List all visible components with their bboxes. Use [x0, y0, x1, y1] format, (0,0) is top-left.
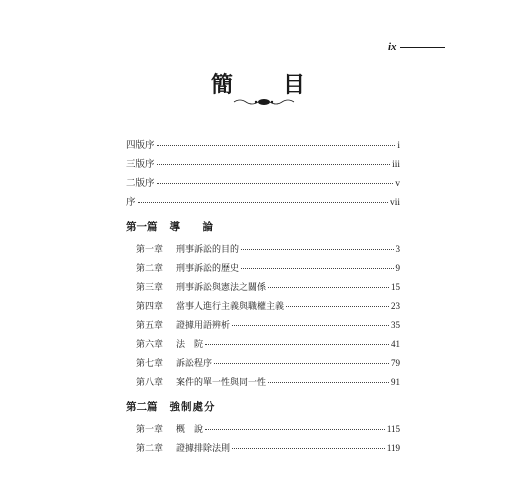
part-heading[interactable] — [126, 219, 219, 234]
toc-entry-chapter[interactable] — [136, 300, 400, 312]
toc-entry-page: 35 — [391, 320, 400, 330]
toc-entry-label: 二版序 — [126, 179, 155, 189]
toc-entry-chapter[interactable] — [136, 357, 400, 369]
chapter-number: 第七章 — [136, 359, 164, 369]
chapter-title: 當事人進行主義與職權主義 — [176, 302, 285, 312]
chapter-number: 第四章 — [136, 302, 164, 312]
toc-entry-page: 23 — [391, 301, 400, 311]
toc-entry-page: 115 — [386, 424, 400, 434]
part-heading[interactable] — [126, 399, 216, 414]
toc-entry-label: 序 — [126, 198, 136, 208]
dot-leader — [241, 268, 393, 269]
toc-entry-page: 9 — [395, 263, 400, 273]
dot-leader — [241, 249, 393, 250]
dot-leader — [268, 382, 389, 383]
toc-entry-page: 3 — [395, 244, 400, 254]
dot-leader — [205, 344, 389, 345]
toc-entry-page: vii — [389, 198, 400, 208]
chapter-title: 訴訟程序 — [176, 359, 213, 369]
toc-entry-chapter[interactable] — [136, 338, 400, 350]
part-number: 第一篇 — [126, 221, 158, 233]
chapter-number: 第一章 — [136, 245, 164, 255]
toc-entry-page: 15 — [391, 282, 400, 292]
dot-leader — [157, 183, 394, 184]
chapter-title: 刑事訴訟的目的 — [176, 245, 240, 255]
toc-entry-label: 三版序 — [126, 160, 155, 170]
chapter-title: 證據用語辨析 — [176, 321, 231, 331]
toc-entry-page: 119 — [386, 443, 400, 453]
chapter-number: 第二章 — [136, 264, 164, 274]
dot-leader — [214, 363, 389, 364]
dot-leader — [205, 429, 385, 430]
page-number: ix — [388, 41, 397, 53]
chapter-title: 刑事訴訟與憲法之關係 — [176, 283, 267, 293]
dot-leader — [157, 145, 396, 146]
toc-entry-front[interactable] — [126, 197, 400, 209]
toc-entry-page: i — [397, 141, 400, 151]
chapter-title: 刑事訴訟的歷史 — [176, 264, 240, 274]
dot-leader — [138, 202, 388, 203]
toc-entry-label: 四版序 — [126, 141, 155, 151]
chapter-title: 法 院 — [176, 340, 204, 350]
dot-leader — [232, 448, 385, 449]
part-number: 第二篇 — [126, 401, 158, 413]
page-number-rule — [400, 47, 445, 48]
title-ornament — [232, 97, 296, 107]
chapter-number: 第一章 — [136, 425, 164, 435]
chapter-number: 第二章 — [136, 444, 164, 454]
dot-leader — [286, 306, 389, 307]
chapter-number: 第三章 — [136, 283, 164, 293]
chapter-title: 概 說 — [176, 425, 204, 435]
dot-leader — [268, 287, 389, 288]
toc-entry-front[interactable] — [126, 178, 400, 190]
toc-entry-page: v — [395, 179, 400, 189]
toc-entry-chapter[interactable] — [136, 281, 400, 293]
toc-entry-front[interactable] — [126, 140, 400, 152]
chapter-number: 第八章 — [136, 378, 164, 388]
chapter-number: 第六章 — [136, 340, 164, 350]
dot-leader — [232, 325, 389, 326]
chapter-title: 案件的單一性與同一性 — [176, 378, 267, 388]
dot-leader — [157, 164, 391, 165]
toc-entry-page: 41 — [391, 339, 400, 349]
toc-entry-chapter[interactable] — [136, 319, 400, 331]
toc-entry-chapter[interactable] — [136, 376, 400, 388]
toc-entry-chapter[interactable] — [136, 423, 400, 435]
toc-entry-chapter[interactable] — [136, 442, 400, 454]
chapter-number: 第五章 — [136, 321, 164, 331]
chapter-title: 證據排除法則 — [176, 444, 231, 454]
toc-entry-chapter[interactable] — [136, 262, 400, 274]
part-title: 導 論 — [169, 221, 219, 233]
toc-entry-page: 91 — [391, 377, 400, 387]
toc-entry-chapter[interactable] — [136, 243, 400, 255]
toc-entry-page: iii — [392, 160, 400, 170]
toc-entry-page: 79 — [391, 358, 400, 368]
page-title: 簡 目 — [210, 72, 319, 98]
toc-entry-front[interactable] — [126, 159, 400, 171]
part-title: 強制處分 — [169, 401, 216, 413]
